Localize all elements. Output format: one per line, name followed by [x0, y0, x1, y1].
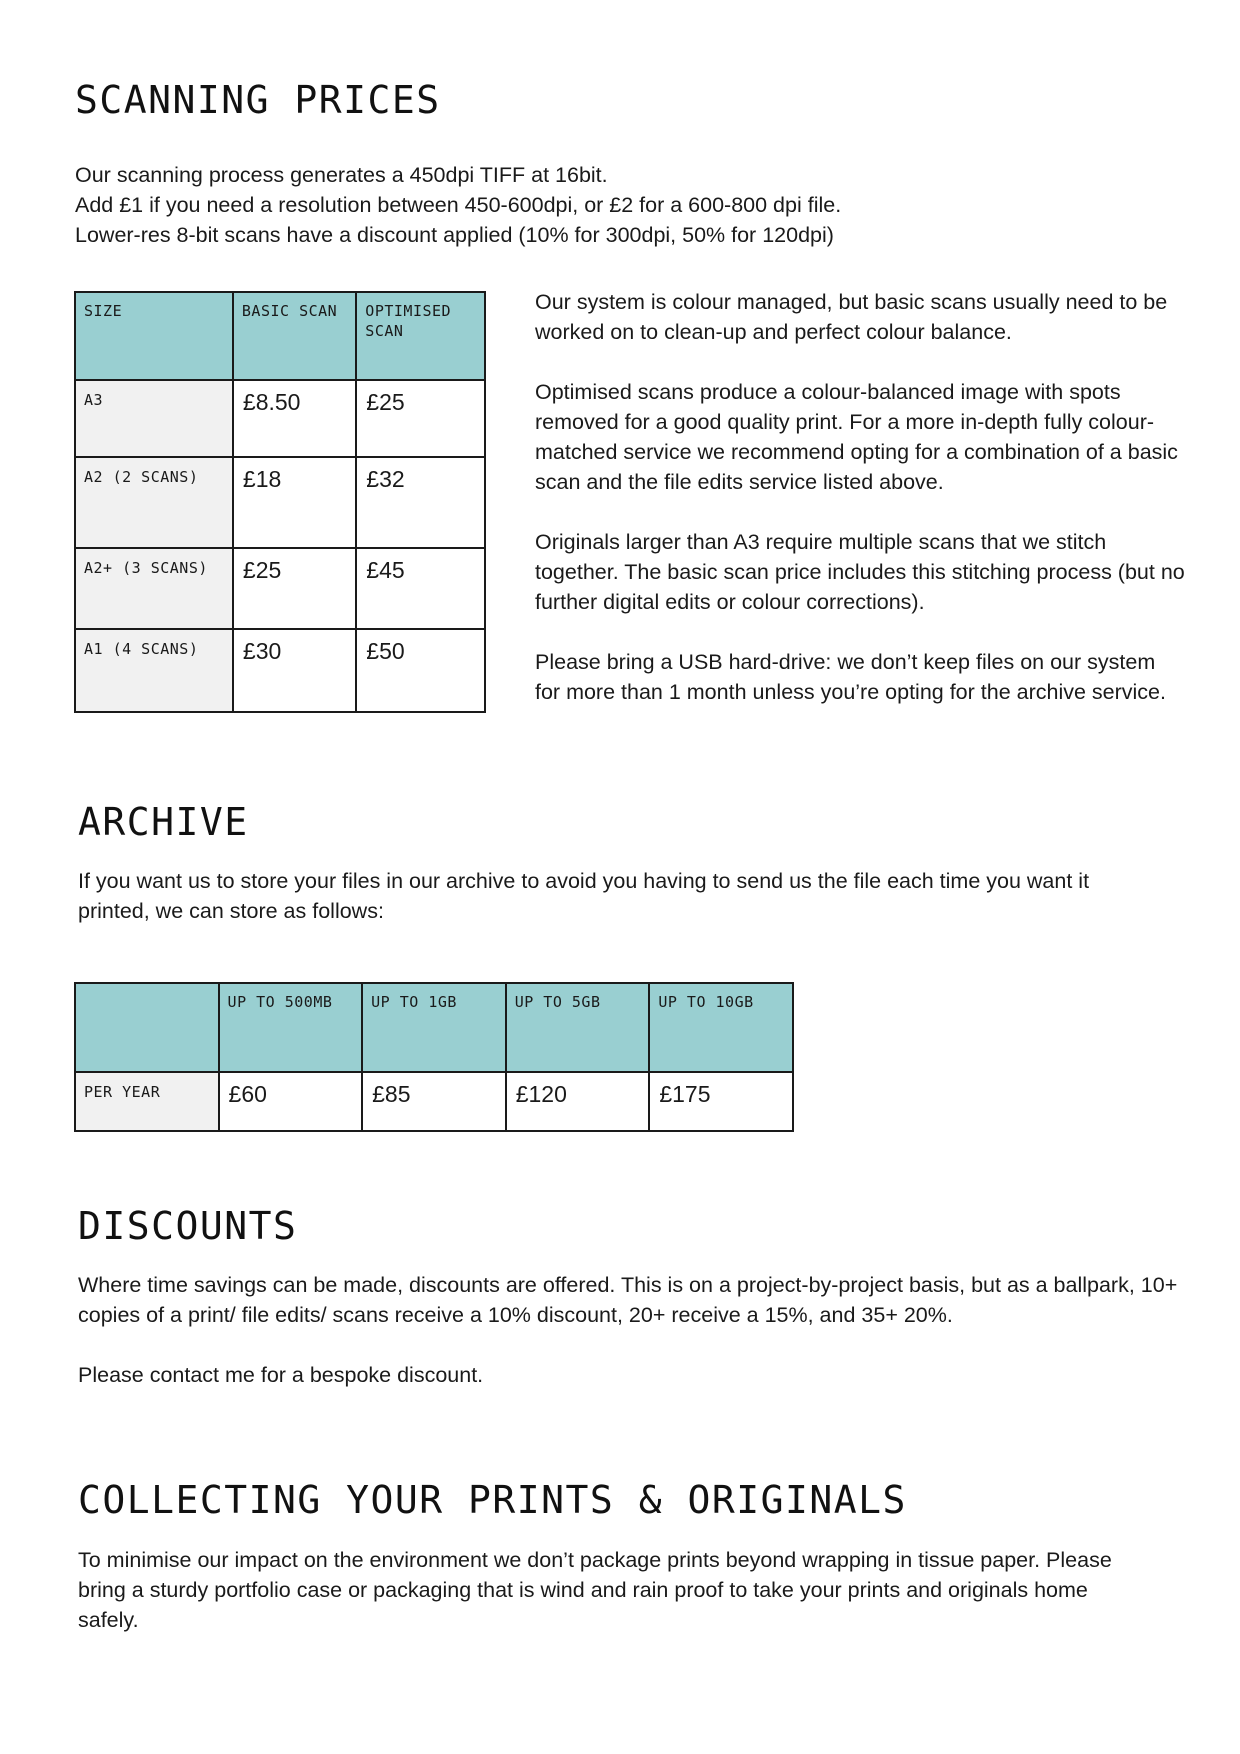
optimised-scan-price: £32 — [356, 457, 485, 548]
archive-price: £175 — [649, 1072, 793, 1131]
row-label-size: A3 — [75, 380, 233, 457]
basic-scan-price: £30 — [233, 629, 356, 712]
collecting-heading: COLLECTING YOUR PRINTS & ORIGINALS — [78, 1478, 907, 1522]
column-header-1gb: UP TO 1GB — [362, 983, 506, 1072]
note-paragraph: Please bring a USB hard-drive: we don’t keep files on our system for more than 1 month unless you’re opting for the archive service. — [535, 650, 1166, 704]
column-header-basic-scan: BASIC SCAN — [233, 292, 356, 380]
note-paragraph: Optimised scans produce a colour-balanced image with spots removed for a good quality print. For a more in-depth fully colour-matched service we recommend opting for a combination of a basic scan and the file edits service listed above. — [535, 380, 1178, 494]
optimised-scan-price: £25 — [356, 380, 485, 457]
scanning-prices-heading: SCANNING PRICES — [75, 78, 441, 122]
header-blank-cell — [75, 983, 219, 1072]
column-header-5gb: UP TO 5GB — [506, 983, 650, 1072]
archive-table — [74, 982, 794, 1132]
row-label-per-year: PER YEAR — [75, 1072, 219, 1131]
table-header-row — [75, 983, 793, 1072]
note-paragraph: Originals larger than A3 require multiple scans that we stitch together. The basic scan price includes this stitching process (but no further digital edits or colour corrections). — [535, 530, 1185, 614]
column-header-10gb: UP TO 10GB — [649, 983, 793, 1072]
table-row — [75, 380, 485, 457]
archive-intro-text: If you want us to store your files in our archive to avoid you having to send us the file each time you want it printed, we can store as follows: — [78, 869, 1090, 923]
table-row — [75, 548, 485, 629]
scanning-intro-line: Our scanning process generates a 450dpi TIFF at 16bit. — [75, 163, 608, 187]
note-paragraph: Our system is colour managed, but basic scans usually need to be worked on to clean-up and perfect colour balance. — [535, 290, 1168, 344]
collecting-body — [78, 1545, 1138, 1635]
row-label-size: A2+ (3 SCANS) — [75, 548, 233, 629]
archive-heading: ARCHIVE — [78, 800, 249, 844]
discounts-contact: Please contact me for a bespoke discount. — [78, 1363, 484, 1387]
row-label-size: A1 (4 SCANS) — [75, 629, 233, 712]
basic-scan-price: £8.50 — [233, 380, 356, 457]
scanning-intro-line: Lower-res 8-bit scans have a discount applied (10% for 300dpi, 50% for 120dpi) — [75, 223, 834, 247]
scanning-notes — [535, 287, 1185, 707]
collecting-text: To minimise our impact on the environment we don’t package prints beyond wrapping in tissue paper. Please bring a sturdy portfolio case or packaging that is wind and rain proof to take your prints and originals home safely. — [78, 1548, 1112, 1632]
table-row — [75, 457, 485, 548]
basic-scan-price: £18 — [233, 457, 356, 548]
discounts-body — [78, 1270, 1178, 1390]
basic-scan-price: £25 — [233, 548, 356, 629]
archive-intro — [78, 866, 1138, 926]
row-label-size: A2 (2 SCANS) — [75, 457, 233, 548]
optimised-scan-price: £45 — [356, 548, 485, 629]
column-header-500mb: UP TO 500MB — [219, 983, 363, 1072]
scanning-intro — [75, 160, 1175, 250]
archive-price: £120 — [506, 1072, 650, 1131]
table-row — [75, 1072, 793, 1131]
table-header-row — [75, 292, 485, 380]
column-header-optimised-scan: OPTIMISED SCAN — [356, 292, 485, 380]
scanning-prices-table — [74, 291, 486, 713]
archive-price: £85 — [362, 1072, 506, 1131]
archive-price: £60 — [219, 1072, 363, 1131]
discounts-text: Where time savings can be made, discounts are offered. This is on a project-by-project basis, but as a ballpark, 10+ copies of a print/ file edits/ scans receive a 10% discount, 20+ receive a 15%, and 35+ 20%. — [78, 1273, 1178, 1327]
table-row — [75, 629, 485, 712]
optimised-scan-price: £50 — [356, 629, 485, 712]
column-header-size: SIZE — [75, 292, 233, 380]
scanning-intro-line: Add £1 if you need a resolution between 450-600dpi, or £2 for a 600-800 dpi file. — [75, 193, 842, 217]
discounts-heading: DISCOUNTS — [78, 1204, 298, 1248]
